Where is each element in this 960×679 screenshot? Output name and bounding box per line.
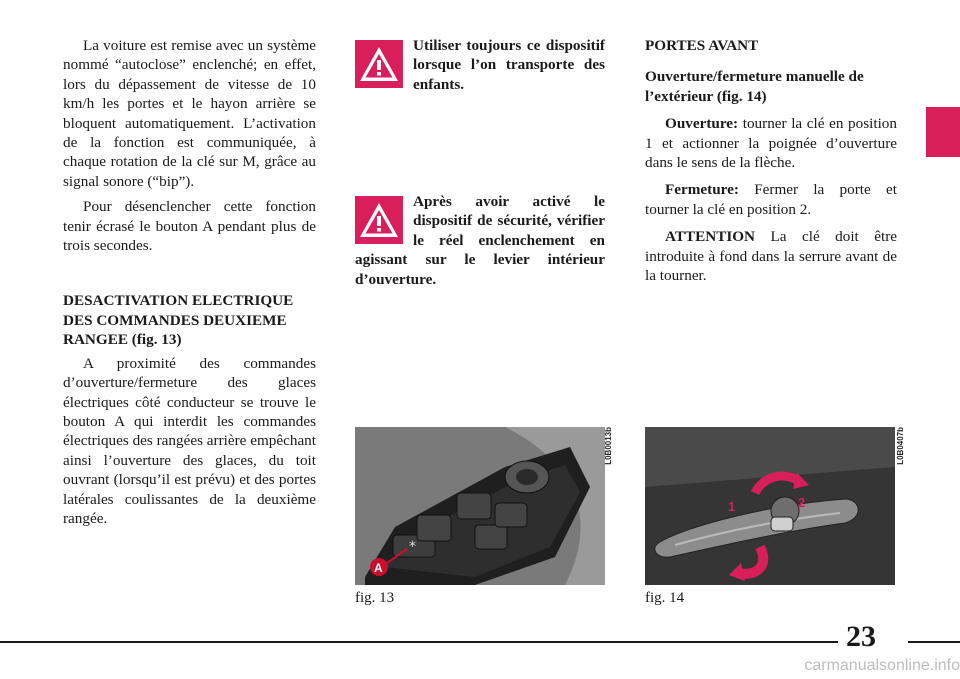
- subheading-manual-opening: Ouverture/fermeture manuelle de l’extérieur (fig. 14): [645, 68, 864, 105]
- window-switch-panel-illustration: [355, 427, 605, 585]
- deactivation-paragraph: A proximité des commandes d’ouverture/fermeture des glaces électriques côté conducteur se trouve le bouton A qui interdit les commandes électriques des rangées arrière empêchant ainsi l’ouverture des glaces, du toit ouvrant (lorsqu’il est prévu) et des portes latérales coulissantes de la deuxième rangée.: [63, 354, 316, 527]
- section-heading-front-doors: PORTES AVANT: [645, 37, 759, 54]
- watermark: carmanualsonline.info: [804, 657, 960, 674]
- page-number: 23: [846, 620, 876, 653]
- attention-text: La clé doit être introduite à fond dans la serrure avant de la tourner.: [645, 228, 897, 285]
- figure-13-window-controls: [355, 427, 605, 585]
- warning-block-safety-check: [355, 192, 605, 289]
- opening-text: tourner la clé en position 1 et actionner la poignée d’ouverture dans le sens de la flèche.: [645, 115, 897, 172]
- figure-13-caption: fig. 13: [355, 590, 395, 606]
- opening-paragraph: [645, 114, 897, 172]
- closing-label: Fermeture:: [665, 181, 739, 199]
- footer-rule-left: [0, 641, 838, 643]
- opening-label: Ouverture:: [665, 115, 739, 133]
- footer-rule-right: [908, 641, 960, 643]
- section-tab-marker: [926, 107, 960, 157]
- autoclose-paragraph: La voiture est remise avec un système nommé “autoclose” enclenché; en effet, lors du dépassement de vitesse de 10 km/h les portes et le hayon arrière se bloquent automatiquement. L’activation de la fonction est communiquée, à chaque rotation de la clé sur M, grâce au signal sonore (“bip”).: [63, 37, 316, 190]
- svg-text:*: *: [409, 539, 416, 555]
- right-column: [645, 36, 897, 285]
- figure-14-door-handle: [645, 427, 895, 585]
- figure-14-caption: fig. 14: [645, 590, 685, 606]
- attention-label: ATTENTION: [665, 228, 756, 246]
- warning-block-children: [355, 36, 605, 94]
- figure-14-code: L0B0407b: [896, 427, 905, 465]
- figure-13-code: L0B0013b: [604, 427, 613, 465]
- left-column: [63, 36, 316, 528]
- warning-triangle-icon: [355, 40, 403, 88]
- position-1-label: 1: [728, 499, 736, 514]
- warning-triangle-icon: [355, 196, 403, 244]
- attention-paragraph: [645, 227, 897, 285]
- warning-text: Après avoir activé le dispositif de sécurité, vérifier le réel enclenchement en agissant sur le levier intérieur d’ouverture.: [355, 193, 605, 288]
- closing-text: Fermer la porte et tourner la clé en position 2.: [645, 181, 897, 218]
- position-2-label: 2: [798, 495, 806, 510]
- section-heading-deactivation: DESACTIVATION ELECTRIQUE DES COMMANDES DEUXIEME RANGEE (fig. 13): [63, 292, 294, 349]
- door-handle-illustration: [645, 427, 895, 585]
- warning-text: Utiliser toujours ce dispositif lorsque l’on transporte des enfants.: [413, 37, 605, 93]
- disable-autoclose-paragraph: Pour désenclencher cette fonction tenir écrasé le bouton A pendant plus de trois secondes.: [63, 198, 316, 255]
- closing-paragraph: [645, 180, 897, 219]
- button-a-callout: A: [374, 561, 383, 575]
